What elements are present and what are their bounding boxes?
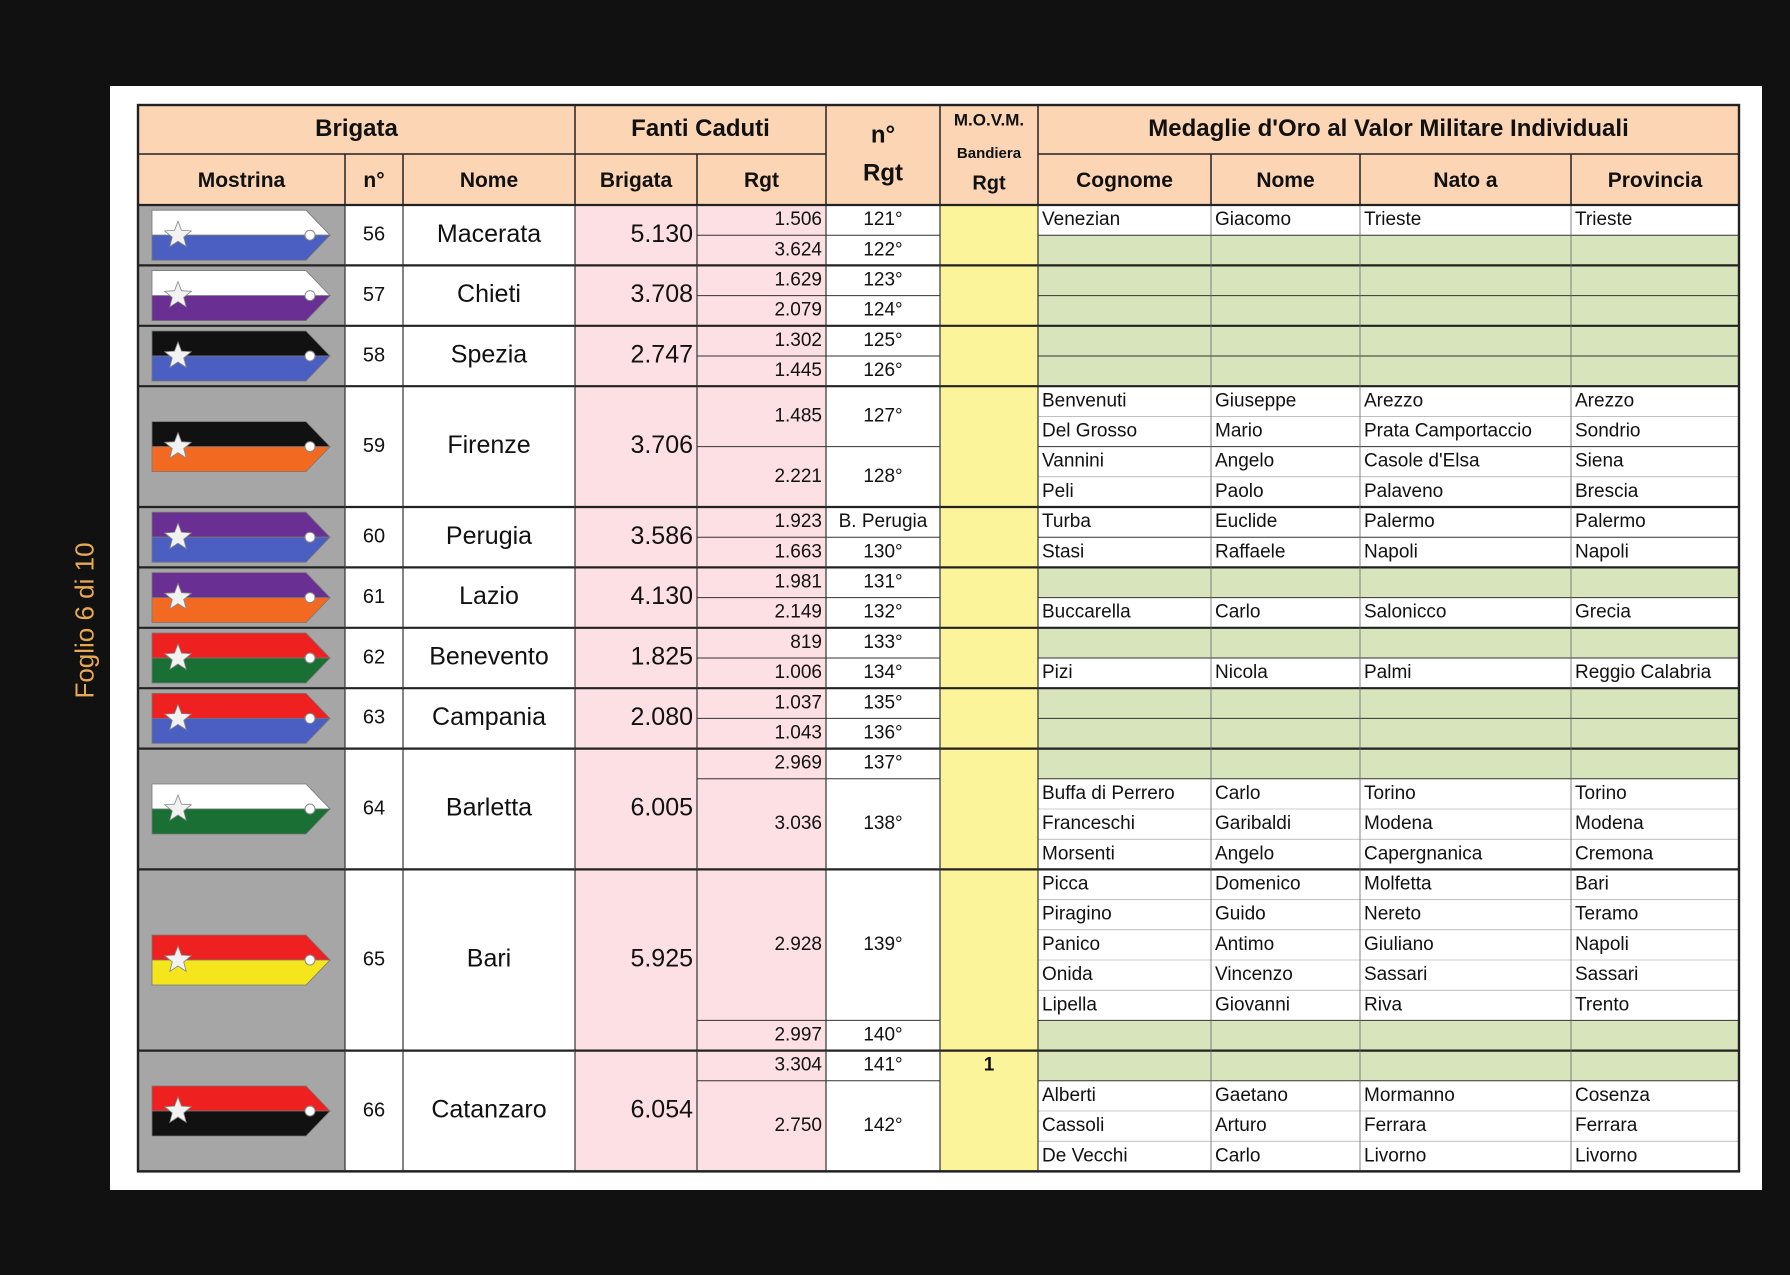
brigade-number: 64 [362, 797, 386, 820]
medal-nato-a: Modena [1364, 813, 1433, 835]
medal-nome: Giuseppe [1215, 390, 1297, 412]
medal-nato-a: Capergnanica [1364, 843, 1483, 865]
regiment-number: 123° [863, 269, 903, 291]
medal-provincia: Trento [1575, 994, 1630, 1016]
medal-nato-a: Palermo [1364, 511, 1435, 533]
regiment-number: 135° [863, 692, 903, 714]
brigade-number: 66 [362, 1099, 386, 1122]
medal-cognome: Turba [1042, 511, 1091, 533]
regiment-fallen: 1.506 [774, 209, 822, 231]
medal-nato-a: Prata Camportaccio [1364, 420, 1532, 442]
brigade-fallen-total: 6.005 [630, 793, 693, 822]
brigade-fallen-total: 3.708 [630, 280, 693, 309]
brigade-number: 61 [362, 585, 386, 608]
brigade-name: Catanzaro [431, 1095, 547, 1124]
brigade-name: Lazio [459, 582, 519, 611]
medal-cognome: Morsenti [1042, 843, 1115, 865]
regiment-number: 138° [863, 813, 903, 835]
brigade-fallen-total: 2.080 [630, 703, 693, 732]
regiment-number: B. Perugia [838, 511, 928, 533]
medal-cognome: Picca [1042, 873, 1089, 895]
medal-nato-a: Trieste [1364, 209, 1422, 231]
brigade-name: Benevento [429, 642, 549, 671]
medal-nome: Raffaele [1215, 541, 1286, 563]
mostrina-badge-61 [152, 573, 330, 623]
medal-nato-a: Mormanno [1364, 1084, 1455, 1106]
medal-nato-a: Giuliano [1364, 933, 1434, 955]
medal-cognome: Onida [1042, 964, 1093, 986]
medal-nato-a: Torino [1364, 782, 1416, 804]
empty-medal-row [1038, 235, 1739, 265]
brigade-number: 62 [362, 646, 386, 669]
brigade-fallen-total: 4.130 [630, 582, 693, 611]
regiment-number: 133° [863, 631, 903, 653]
regiment-fallen: 1.302 [774, 329, 822, 351]
regiment-number: 142° [863, 1115, 903, 1137]
medal-provincia: Torino [1575, 782, 1627, 804]
empty-medal-row [1038, 718, 1739, 748]
medal-cognome: Piragino [1042, 903, 1112, 925]
header-fanti-caduti: Fanti Caduti [631, 114, 770, 142]
medal-nato-a: Nereto [1364, 903, 1422, 925]
brigade-name: Perugia [445, 521, 533, 550]
regiment-fallen: 2.079 [774, 299, 822, 321]
regiment-number: 121° [863, 209, 903, 231]
brigade-name: Barletta [445, 793, 533, 822]
medal-provincia: Ferrara [1575, 1115, 1638, 1137]
brigade-name: Macerata [436, 219, 542, 248]
regiment-fallen: 1.923 [774, 511, 822, 533]
medal-provincia: Teramo [1575, 903, 1639, 925]
regiment-number: 139° [863, 933, 903, 955]
regiment-number: 140° [863, 1024, 903, 1046]
medal-nato-a: Napoli [1364, 541, 1418, 563]
brigade-number: 59 [362, 434, 386, 457]
empty-medal-row [1038, 296, 1739, 326]
header-movm: M.O.V.M. [953, 110, 1025, 130]
header-caduti-brigata: Brigata [599, 169, 673, 193]
regiment-number: 137° [863, 752, 903, 774]
brigade-name: Bari [466, 944, 512, 973]
medal-cognome: Vannini [1042, 450, 1104, 472]
regiment-fallen: 1.981 [774, 571, 822, 593]
medal-cognome: De Vecchi [1042, 1145, 1128, 1167]
brigade-number: 65 [362, 948, 386, 971]
medal-provincia: Trieste [1575, 209, 1633, 231]
header-n-rgt-top: n° [870, 121, 896, 149]
medal-provincia: Palermo [1575, 511, 1646, 533]
medal-nome: Angelo [1215, 843, 1275, 865]
medal-nome: Paolo [1215, 480, 1264, 502]
mostrina-badge-60 [152, 512, 330, 562]
medal-nome: Euclide [1215, 511, 1278, 533]
regiment-fallen: 1.485 [774, 405, 822, 427]
medal-nome: Domenico [1215, 873, 1301, 895]
medal-cognome: Stasi [1042, 541, 1085, 563]
medal-provincia: Modena [1575, 813, 1644, 835]
empty-medal-row [1038, 628, 1739, 658]
medal-cognome: Del Grosso [1042, 420, 1138, 442]
regiment-number: 125° [863, 329, 903, 351]
medal-provincia: Siena [1575, 450, 1624, 472]
table-sheet [110, 86, 1762, 1190]
header-nome: Nome [459, 169, 519, 193]
medal-provincia: Cremona [1575, 843, 1654, 865]
brigade-number: 63 [362, 706, 386, 729]
empty-medal-row [1038, 749, 1739, 779]
empty-medal-row [1038, 1051, 1739, 1081]
brigade-fallen-total: 3.706 [630, 431, 693, 460]
medal-cognome: Buccarella [1042, 601, 1131, 623]
medal-nome: Gaetano [1215, 1084, 1288, 1106]
brigade-name: Firenze [447, 431, 531, 460]
medal-nome: Antimo [1215, 933, 1275, 955]
empty-medal-row [1038, 567, 1739, 597]
brigade-name: Campania [432, 703, 546, 732]
brigade-fallen-total: 3.586 [630, 521, 693, 550]
regiment-fallen: 1.006 [774, 662, 822, 684]
empty-medal-row [1038, 326, 1739, 356]
brigade-name: Chieti [457, 280, 521, 309]
medal-nato-a: Palmi [1364, 662, 1412, 684]
regiment-number: 134° [863, 662, 903, 684]
regiment-number: 126° [863, 360, 903, 382]
header-n-rgt-bottom: Rgt [863, 159, 903, 187]
medal-nome: Carlo [1215, 782, 1261, 804]
mostrina-badge-59 [152, 422, 330, 472]
sheet-page-label: Foglio 6 di 10 [69, 541, 100, 699]
medal-nome: Giacomo [1215, 209, 1292, 231]
regiment-fallen: 2.149 [774, 601, 822, 623]
header-mostrina: Mostrina [197, 169, 286, 193]
medal-nato-a: Sassari [1364, 964, 1428, 986]
mostrina-badge-63 [152, 693, 330, 743]
medal-nato-a: Arezzo [1364, 390, 1424, 412]
header-n: n° [363, 169, 385, 193]
medal-nato-a: Ferrara [1364, 1115, 1427, 1137]
regiment-fallen: 1.043 [774, 722, 822, 744]
regiment-number: 127° [863, 405, 903, 427]
medal-nato-a: Salonicco [1364, 601, 1447, 623]
medal-nome: Giovanni [1215, 994, 1290, 1016]
medal-cognome: Lipella [1042, 994, 1097, 1016]
regiment-fallen: 3.304 [774, 1054, 822, 1076]
medal-provincia: Livorno [1575, 1145, 1638, 1167]
brigade-name: Spezia [450, 340, 528, 369]
header-bandiera: Bandiera [956, 144, 1022, 162]
empty-medal-row [1038, 1020, 1739, 1050]
medal-nato-a: Casole d'Elsa [1364, 450, 1480, 472]
header-caduti-rgt: Rgt [744, 169, 779, 193]
medal-nato-a: Riva [1364, 994, 1403, 1016]
empty-medal-row [1038, 265, 1739, 295]
regiment-fallen: 1.037 [774, 692, 822, 714]
regiment-fallen: 2.750 [774, 1115, 822, 1137]
regiment-number: 124° [863, 299, 903, 321]
empty-medal-row [1038, 356, 1739, 386]
brigade-fallen-total: 5.925 [630, 944, 693, 973]
empty-medal-row [1038, 688, 1739, 718]
medal-cognome: Venezian [1042, 209, 1121, 231]
regiment-fallen: 1.445 [774, 360, 822, 382]
regiment-fallen: 2.928 [774, 933, 822, 955]
header-cognome: Cognome [1076, 169, 1173, 193]
brigade-number: 58 [362, 344, 386, 367]
medal-cognome: Benvenuti [1042, 390, 1127, 412]
medal-nome: Vincenzo [1215, 964, 1293, 986]
medal-cognome: Pizi [1042, 662, 1073, 684]
brigade-number: 56 [362, 223, 386, 246]
mostrina-badge-56 [152, 210, 330, 260]
header-nato-a: Nato a [1433, 169, 1498, 193]
medal-nome: Arturo [1215, 1115, 1267, 1137]
regiment-fallen: 3.624 [774, 239, 822, 261]
medal-provincia: Arezzo [1575, 390, 1635, 412]
mostrina-badge-65 [152, 935, 330, 985]
medal-cognome: Buffa di Perrero [1042, 782, 1175, 804]
header-medaglie: Medaglie d'Oro al Valor Militare Individuali [1148, 114, 1629, 142]
regiment-fallen: 1.629 [774, 269, 822, 291]
brigade-number: 60 [362, 525, 386, 548]
regiment-number: 136° [863, 722, 903, 744]
regiment-fallen: 3.036 [774, 813, 822, 835]
medal-provincia: Napoli [1575, 541, 1629, 563]
medal-nato-a: Molfetta [1364, 873, 1432, 895]
regiment-number: 141° [863, 1054, 903, 1076]
regiment-number: 131° [863, 571, 903, 593]
mostrina-badge-64 [152, 784, 330, 834]
brigade-table [110, 86, 1762, 1190]
medal-nome: Garibaldi [1215, 813, 1292, 835]
medal-nome: Carlo [1215, 1145, 1261, 1167]
regiment-number: 130° [863, 541, 903, 563]
regiment-fallen: 2.221 [774, 465, 822, 487]
brigade-number: 57 [362, 283, 386, 306]
medal-provincia: Grecia [1575, 601, 1631, 623]
medal-provincia: Brescia [1575, 480, 1639, 502]
medal-provincia: Bari [1575, 873, 1609, 895]
medal-provincia: Napoli [1575, 933, 1629, 955]
header-medal-nome: Nome [1256, 169, 1315, 193]
medal-nome: Nicola [1215, 662, 1268, 684]
mostrina-badge-57 [152, 271, 330, 321]
regiment-number: 132° [863, 601, 903, 623]
regiment-fallen: 819 [790, 631, 822, 653]
medal-provincia: Sassari [1575, 964, 1639, 986]
regiment-fallen: 2.969 [774, 752, 822, 774]
regiment-fallen: 2.997 [774, 1024, 822, 1046]
brigade-fallen-total: 1.825 [630, 642, 693, 671]
brigade-fallen-total: 2.747 [630, 340, 693, 369]
regiment-number: 122° [863, 239, 903, 261]
header-movm-rgt: Rgt [972, 172, 1006, 195]
medal-nome: Mario [1215, 420, 1263, 442]
regiment-number: 128° [863, 465, 903, 487]
medal-provincia: Cosenza [1575, 1084, 1650, 1106]
medal-provincia: Reggio Calabria [1575, 662, 1712, 684]
brigade-fallen-total: 5.130 [630, 219, 693, 248]
medal-nato-a: Livorno [1364, 1145, 1427, 1167]
medal-provincia: Sondrio [1575, 420, 1641, 442]
medal-nato-a: Palaveno [1364, 480, 1444, 502]
medal-nome: Carlo [1215, 601, 1261, 623]
regiment-fallen: 1.663 [774, 541, 822, 563]
header-provincia: Provincia [1607, 169, 1703, 193]
movm-count: 1 [983, 1054, 995, 1076]
medal-nome: Angelo [1215, 450, 1275, 472]
brigade-fallen-total: 6.054 [630, 1095, 693, 1124]
mostrina-badge-62 [152, 633, 330, 683]
header-brigata: Brigata [315, 114, 398, 142]
mostrina-badge-58 [152, 331, 330, 381]
medal-cognome: Panico [1042, 933, 1101, 955]
mostrina-badge-66 [152, 1086, 330, 1136]
medal-cognome: Franceschi [1042, 813, 1135, 835]
medal-nome: Guido [1215, 903, 1266, 925]
medal-cognome: Cassoli [1042, 1115, 1105, 1137]
medal-cognome: Alberti [1042, 1084, 1096, 1106]
medal-cognome: Peli [1042, 480, 1074, 502]
